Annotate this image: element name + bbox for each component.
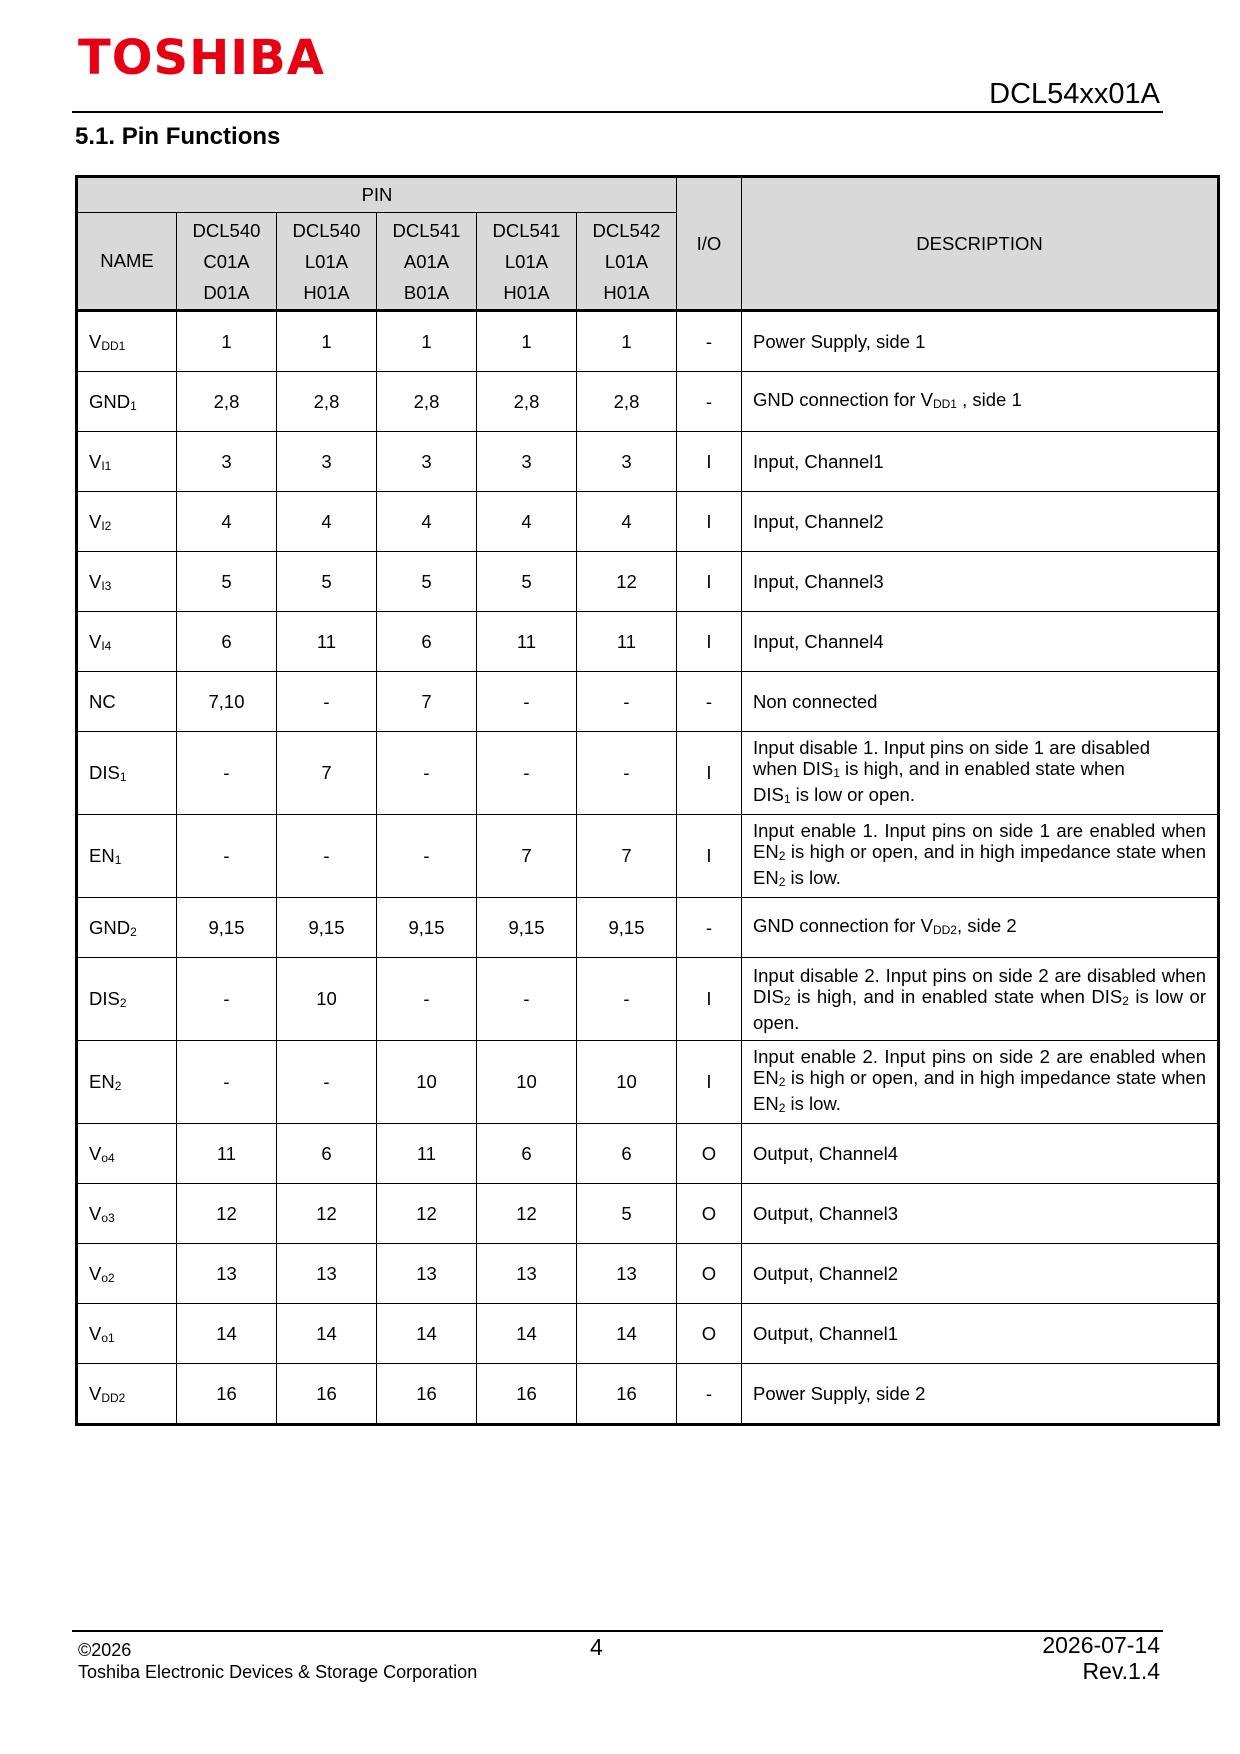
pin-number: - <box>577 958 677 1041</box>
pin-number: 5 <box>577 1184 677 1244</box>
io-type: I <box>677 492 742 552</box>
pin-number: 5 <box>177 552 277 612</box>
toshiba-logo: TOSHIBA <box>78 30 325 86</box>
description-text: Output, Channel4 <box>753 1143 899 1164</box>
pin-number: - <box>177 958 277 1041</box>
pin-number: 13 <box>377 1244 477 1304</box>
pin-number: 12 <box>277 1184 377 1244</box>
pin-number: 1 <box>577 311 677 372</box>
pin-name <box>77 1184 177 1244</box>
pin-number: 10 <box>377 1041 477 1124</box>
pin-number: - <box>277 1041 377 1124</box>
pin-number: 6 <box>577 1124 677 1184</box>
company-name: Toshiba Electronic Devices & Storage Corporation <box>78 1662 478 1682</box>
pin-number: 13 <box>577 1244 677 1304</box>
description-subscript: 2 <box>778 874 786 889</box>
table-row <box>77 552 1219 612</box>
pin-name-text: V <box>89 330 102 352</box>
pin-number: 3 <box>377 432 477 492</box>
pin-number: 16 <box>177 1364 277 1425</box>
pin-number: - <box>477 732 577 815</box>
pin-name-subscript: o1 <box>101 1330 115 1345</box>
pin-number: 4 <box>577 492 677 552</box>
part-number-label: H01A <box>303 281 350 303</box>
pin-number: 5 <box>377 552 477 612</box>
pin-number: 9,15 <box>477 898 577 958</box>
pin-name-text: V <box>89 1262 102 1284</box>
table-row <box>77 612 1219 672</box>
description-text: Input disable 1. Input pins on side 1 are disabled when DIS <box>753 736 1151 779</box>
pin-name <box>77 311 177 372</box>
pin-name-text: DIS <box>89 762 120 783</box>
io-type: O <box>677 1244 742 1304</box>
pin-name-text: EN <box>89 1071 115 1092</box>
pin-name-subscript: 1 <box>130 398 137 413</box>
pin-description <box>742 612 1219 672</box>
pin-number: 11 <box>277 612 377 672</box>
description-subscript: 2 <box>778 848 786 863</box>
pin-number: 6 <box>477 1124 577 1184</box>
pin-name <box>77 552 177 612</box>
pin-number: 4 <box>277 492 377 552</box>
pin-number: 14 <box>277 1304 377 1364</box>
pin-number: 7 <box>277 732 377 815</box>
pin-number: - <box>177 815 277 898</box>
pin-number: 11 <box>377 1124 477 1184</box>
io-type: - <box>677 311 742 372</box>
pin-name-text: V <box>89 1202 102 1224</box>
pin-number: 5 <box>277 552 377 612</box>
part-number-label: DCL541 <box>392 219 461 241</box>
io-type: - <box>677 898 742 958</box>
description-subscript: 2 <box>783 994 791 1008</box>
pin-name-subscript: I1 <box>101 458 112 473</box>
part-column-header <box>477 213 577 311</box>
pin-number: 2,8 <box>577 372 677 432</box>
table-row <box>77 672 1219 732</box>
pin-number: 10 <box>477 1041 577 1124</box>
pin-name <box>77 1364 177 1425</box>
table-row <box>77 1124 1219 1184</box>
pin-number: - <box>177 732 277 815</box>
description-text: is low or open. <box>790 783 915 805</box>
pin-number: 7 <box>477 815 577 898</box>
pin-number: 13 <box>177 1244 277 1304</box>
pin-number: 13 <box>477 1244 577 1304</box>
pin-number: 7 <box>577 815 677 898</box>
description-subscript: 2 <box>1122 994 1129 1008</box>
description-text: is high or open, and in high impedance state when EN <box>753 840 1206 888</box>
pin-name <box>77 1041 177 1124</box>
part-number-label: DCL542 <box>592 219 661 241</box>
pin-number: 12 <box>577 552 677 612</box>
pin-number: 16 <box>577 1364 677 1425</box>
pin-name-subscript: I3 <box>101 578 112 593</box>
pin-rows <box>77 311 1219 1425</box>
pin-number: 2,8 <box>377 372 477 432</box>
pin-number: 5 <box>477 552 577 612</box>
description-text: Output, Channel1 <box>753 1323 899 1344</box>
pin-number: 16 <box>277 1364 377 1425</box>
pin-number: 14 <box>377 1304 477 1364</box>
description-text: is low. <box>785 1092 841 1114</box>
description-text: is low. <box>785 866 841 888</box>
pin-number: 1 <box>477 311 577 372</box>
pin-number: 1 <box>277 311 377 372</box>
pin-number: 3 <box>277 432 377 492</box>
table-row <box>77 898 1219 958</box>
pin-number: - <box>477 958 577 1041</box>
pin-name-subscript: o3 <box>101 1210 115 1225</box>
part-number-label: DCL540 <box>292 219 361 241</box>
pin-number: 6 <box>277 1124 377 1184</box>
io-type: O <box>677 1304 742 1364</box>
pin-name-text: NC <box>89 690 116 712</box>
description-text: is high, and in enabled state when DIS <box>790 986 1123 1007</box>
part-column-header <box>377 213 477 311</box>
io-type: I <box>677 1041 742 1124</box>
pin-number: 3 <box>577 432 677 492</box>
part-number-label: B01A <box>403 281 450 303</box>
pin-description <box>742 672 1219 732</box>
name-header: NAME <box>77 213 177 311</box>
io-type: I <box>677 815 742 898</box>
pin-number: 4 <box>377 492 477 552</box>
description-text: Input enable 1. Input pins on side 1 are enabled when EN <box>753 819 1206 862</box>
pin-number: 12 <box>177 1184 277 1244</box>
io-type: - <box>677 372 742 432</box>
pin-description <box>742 552 1219 612</box>
pin-number: 10 <box>577 1041 677 1124</box>
part-number-label: DCL540 <box>192 219 261 241</box>
pin-description <box>742 1304 1219 1364</box>
pin-name-subscript: o2 <box>101 1270 115 1285</box>
pin-number: 2,8 <box>277 372 377 432</box>
pin-description <box>742 815 1219 898</box>
pin-number: 1 <box>377 311 477 372</box>
pin-number: - <box>277 672 377 732</box>
footer-copyright <box>78 1639 477 1683</box>
pin-number: 9,15 <box>277 898 377 958</box>
pin-name-subscript: DD1 <box>101 338 126 353</box>
description-text: Power Supply, side 1 <box>753 331 926 352</box>
description-text: Input, Channel4 <box>753 631 884 652</box>
table-row <box>77 492 1219 552</box>
pin-number: 7,10 <box>177 672 277 732</box>
pin-number: 12 <box>477 1184 577 1244</box>
description-subscript: DD1 <box>932 396 957 411</box>
pin-name-text: EN <box>89 845 115 866</box>
pin-name-text: V <box>89 1382 102 1404</box>
pin-name <box>77 1124 177 1184</box>
pin-name-subscript: 2 <box>130 924 137 939</box>
pin-number: 1 <box>177 311 277 372</box>
table-row <box>77 311 1219 372</box>
part-number-label: L01A <box>304 250 349 272</box>
pin-name <box>77 372 177 432</box>
pin-description <box>742 492 1219 552</box>
description-subscript: 1 <box>833 765 840 780</box>
table-row <box>77 1304 1219 1364</box>
pin-number: - <box>577 672 677 732</box>
pin-name <box>77 432 177 492</box>
description-text: Input disable 2. Input pins on side 2 are disabled when DIS <box>753 965 1206 1007</box>
table-row <box>77 372 1219 432</box>
io-type: - <box>677 1364 742 1425</box>
io-type: O <box>677 1184 742 1244</box>
pin-number: 6 <box>177 612 277 672</box>
pin-number: - <box>377 815 477 898</box>
pin-name-text: V <box>89 1322 102 1344</box>
pin-name-subscript: 1 <box>119 770 127 784</box>
io-type: - <box>677 672 742 732</box>
pin-number: 11 <box>577 612 677 672</box>
pin-name-text: V <box>89 1142 102 1164</box>
pin-number: - <box>377 958 477 1041</box>
table-row <box>77 815 1219 898</box>
pin-number: 14 <box>577 1304 677 1364</box>
description-text: Input, Channel1 <box>753 451 884 472</box>
pin-description <box>742 311 1219 372</box>
part-column-header <box>277 213 377 311</box>
pin-number: 7 <box>377 672 477 732</box>
pin-name <box>77 958 177 1041</box>
pin-name-subscript: 2 <box>114 1079 122 1093</box>
pin-name <box>77 898 177 958</box>
header-rule <box>72 111 1163 113</box>
description-text: , side 2 <box>956 914 1017 936</box>
pin-number: 2,8 <box>177 372 277 432</box>
description-text: is high or open, and in high impedance state when EN <box>753 1066 1206 1114</box>
pin-number: 16 <box>377 1364 477 1425</box>
pin-description <box>742 432 1219 492</box>
pin-name <box>77 1304 177 1364</box>
pin-functions-table <box>75 175 1220 1426</box>
io-type: I <box>677 432 742 492</box>
description-subscript: 2 <box>778 1074 786 1089</box>
pin-number: 2,8 <box>477 372 577 432</box>
pin-number: 9,15 <box>377 898 477 958</box>
document-id: DCL54xx01A <box>989 78 1160 110</box>
pin-name <box>77 732 177 815</box>
pin-number: 9,15 <box>177 898 277 958</box>
pin-name-subscript: DD2 <box>101 1390 126 1405</box>
pin-description <box>742 372 1219 432</box>
description-subscript: DD2 <box>932 922 957 937</box>
part-number-label: H01A <box>503 281 550 303</box>
pin-name-text: DIS <box>89 988 120 1009</box>
pin-name-text: GND <box>89 916 131 938</box>
description-subscript: 2 <box>778 1100 786 1115</box>
footer-rule <box>72 1630 1163 1632</box>
pin-number: 14 <box>177 1304 277 1364</box>
pin-number: 3 <box>177 432 277 492</box>
pin-number: 4 <box>477 492 577 552</box>
pin-name-subscript: I2 <box>101 518 112 533</box>
description-text: is low or open. <box>753 986 1206 1033</box>
io-type: I <box>677 612 742 672</box>
table-row <box>77 958 1219 1041</box>
part-number-label: H01A <box>603 281 650 303</box>
pin-description <box>742 1184 1219 1244</box>
table-row <box>77 1184 1219 1244</box>
pin-number: 12 <box>377 1184 477 1244</box>
pin-number: 14 <box>477 1304 577 1364</box>
section-title: 5.1. Pin Functions <box>75 123 281 150</box>
pin-name-subscript: 1 <box>114 853 122 867</box>
pin-number: 11 <box>477 612 577 672</box>
pin-name <box>77 1244 177 1304</box>
description-text: Input enable 2. Input pins on side 2 are enabled when EN <box>753 1045 1206 1088</box>
pin-name <box>77 815 177 898</box>
revision-number: Rev.1.4 <box>1082 1658 1160 1684</box>
copyright: ©2026 <box>78 1640 132 1660</box>
table-row <box>77 1041 1219 1124</box>
pin-number: 4 <box>177 492 277 552</box>
pin-number: 11 <box>177 1124 277 1184</box>
table-row <box>77 1244 1219 1304</box>
part-number-label: L01A <box>604 250 649 272</box>
description-text: Input, Channel2 <box>753 511 884 532</box>
table-row <box>77 432 1219 492</box>
pin-number: 10 <box>277 958 377 1041</box>
description-text: , side 1 <box>956 388 1022 410</box>
pin-name <box>77 672 177 732</box>
description-text: Output, Channel2 <box>753 1263 899 1284</box>
page-number: 4 <box>590 1634 603 1660</box>
pin-number: - <box>377 732 477 815</box>
pin-number: - <box>477 672 577 732</box>
pin-number: - <box>177 1041 277 1124</box>
io-type: I <box>677 552 742 612</box>
table-row <box>77 732 1219 815</box>
pin-description <box>742 1124 1219 1184</box>
footer-revision <box>1042 1632 1160 1684</box>
description-text: Input, Channel3 <box>753 571 884 592</box>
io-type: O <box>677 1124 742 1184</box>
description-text: Non connected <box>753 691 878 712</box>
part-number-label: A01A <box>403 250 450 272</box>
pin-name <box>77 492 177 552</box>
pin-number: 16 <box>477 1364 577 1425</box>
pin-number: - <box>577 732 677 815</box>
pin-number: 6 <box>377 612 477 672</box>
description-subscript: 1 <box>783 791 791 806</box>
pin-name-subscript: o4 <box>101 1150 115 1165</box>
pin-number: - <box>277 815 377 898</box>
table-row <box>77 1364 1219 1425</box>
revision-date: 2026-07-14 <box>1042 1632 1160 1658</box>
pin-number: 9,15 <box>577 898 677 958</box>
pin-name-text: V <box>89 510 102 532</box>
pin-description <box>742 1244 1219 1304</box>
part-number-label: C01A <box>203 250 250 272</box>
pin-name-text: V <box>89 450 102 472</box>
part-column-header <box>577 213 677 311</box>
pin-name <box>77 612 177 672</box>
part-number-label: D01A <box>203 281 250 303</box>
pin-name-text: V <box>89 570 102 592</box>
part-number-label: DCL541 <box>492 219 561 241</box>
description-text: Power Supply, side 2 <box>753 1383 926 1404</box>
io-header: I/O <box>677 177 742 311</box>
description-text: is high, and in enabled state when DIS <box>753 757 1125 805</box>
description-text: GND connection for V <box>753 388 933 410</box>
io-type: I <box>677 958 742 1041</box>
description-text: GND connection for V <box>753 914 933 936</box>
pin-description <box>742 1364 1219 1425</box>
pin-description <box>742 732 1219 815</box>
io-type: I <box>677 732 742 815</box>
description-header: DESCRIPTION <box>742 177 1219 311</box>
pin-description <box>742 1041 1219 1124</box>
part-column-header <box>177 213 277 311</box>
description-text: Output, Channel3 <box>753 1203 899 1224</box>
pin-name-subscript: I4 <box>101 638 112 653</box>
pin-number: 3 <box>477 432 577 492</box>
pin-name-text: GND <box>89 390 131 412</box>
pin-name-subscript: 2 <box>119 996 127 1010</box>
pin-description <box>742 898 1219 958</box>
pin-number: 13 <box>277 1244 377 1304</box>
part-number-label: L01A <box>504 250 549 272</box>
pin-header: PIN <box>77 177 677 213</box>
pin-name-text: V <box>89 630 102 652</box>
pin-description <box>742 958 1219 1041</box>
